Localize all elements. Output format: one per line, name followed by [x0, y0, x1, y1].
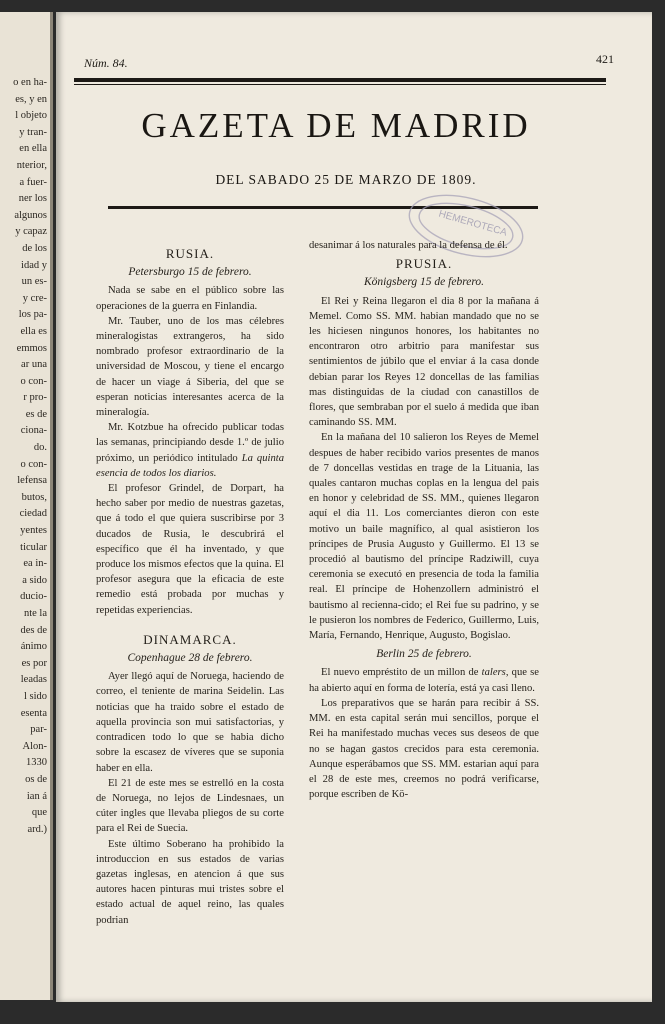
previous-page-line: los pa-	[18, 309, 47, 321]
previous-page-line: do.	[33, 442, 47, 454]
previous-page-edge	[0, 12, 53, 1000]
previous-page-line: ducio-	[20, 591, 47, 603]
previous-page-line: ella es	[20, 325, 47, 337]
previous-page-line: nte la	[23, 608, 47, 619]
dateline-konigsberg: Königsberg 15 de febrero.	[363, 276, 485, 289]
previous-page-line: ner los	[18, 193, 47, 205]
stamp-text: HEMEROTECA	[437, 208, 509, 239]
section-heading-rusia: RUSIA.	[165, 246, 215, 261]
newspaper-page	[56, 12, 652, 1002]
previous-page-line: ciona-	[20, 425, 47, 437]
currency-term: talers	[481, 667, 506, 679]
previous-page-text	[0, 75, 50, 838]
previous-page-line: ciedad	[19, 508, 47, 520]
paragraph	[96, 420, 284, 481]
previous-page-line: par-	[30, 724, 47, 736]
previous-page-line: ard.)	[27, 823, 47, 835]
paragraph: Los preparativos que se harán para recibir á SS. MM. en esta capital serán mui sencillos, porque el Rei ha manifestado muchas veces sus deseos de que no se hagan gastos crecidos para esta ceremonia. Aunque esperábamos que SS. MM. estarian aquí para el 28 de este mes, creemos no podrá verificarse, porque escriben de Kö-	[309, 697, 539, 801]
previous-page-line: es de	[25, 408, 47, 420]
top-rule	[74, 78, 606, 82]
periodical-title: La quinta esencia de todos los diarios.	[96, 452, 284, 479]
previous-page-line: y tran-	[19, 126, 47, 138]
previous-page-line: ian á	[26, 790, 47, 802]
section-heading-dinamarca: DINAMARCA.	[143, 631, 237, 647]
issue-number: Núm. 84.	[84, 56, 128, 70]
paragraph: El profesor Grindel, de Dorpart, ha hecho saber por medio de nuestras gazetas, que á todo el que quiera suscribirse por 3 ducados de Rusia, le descubrirá el específico que él ha inventado, y que produce los mismos efectos que la quina. El profesor asegura que la eficacia de este remedio está probada por muchas y repetidas experiencias.	[96, 483, 284, 616]
previous-page-line: Alon-	[22, 740, 47, 752]
page-number: 421	[596, 52, 614, 66]
previous-page-line: o con-	[20, 458, 47, 470]
paragraph: Ayer llegó aquí de Noruega, haciendo de correo, el teniente de marina Seidelin. Las noticias que ha traido sobre el estado de aquella provincia son mui satisfactorias, y contradicen todo lo que se habia dicho sobre la escasez de víveres que se suponia haber en ella.	[96, 671, 284, 774]
previous-page-line: es, y en	[15, 93, 47, 105]
paragraph-text: , que se ha abierto aquí en forma de lotería, está ya casi lleno.	[309, 667, 539, 694]
previous-page-line: algunos	[14, 209, 47, 221]
previous-page-line: o con-	[20, 375, 47, 387]
previous-page-line: nterior,	[16, 159, 47, 171]
paragraph: desanimar á los naturales para la defensa de él.	[309, 240, 508, 251]
paragraph: Mr. Tauber, uno de los mas célebres mineralogistas extrangeros, ha sido nombrado profesor extraordinario de la universidad de Moscou, y tiene el encargo de hacer un viage á Siberia, del que se esperan noticias interesantes acerca de la mineralogía.	[96, 315, 284, 419]
previous-page-line: butos,	[21, 491, 47, 503]
previous-page-line: emmos	[16, 342, 47, 354]
column-right	[309, 238, 539, 802]
previous-page-line: y cre-	[22, 292, 47, 304]
previous-page-line: en ella	[19, 143, 47, 155]
previous-page-line: es por	[21, 657, 47, 669]
dateline-copenhague: Copenhague 28 de febrero.	[127, 652, 253, 665]
previous-page-line: des de	[20, 624, 47, 636]
dateline-petersburgo: Petersburgo 15 de febrero.	[128, 266, 252, 279]
previous-page-line: 1330	[26, 757, 47, 769]
previous-page-line: ar una	[21, 359, 47, 371]
paragraph: Este último Soberano ha prohibido la introduccion en sus estados de varias gazetas inglesas, en atencion á que sus autores hacen pinturas mui tristes sobre el estado actual de aquel reino, las quales podrian	[96, 838, 284, 926]
previous-page-line: l sido	[23, 690, 47, 702]
top-rule-thin	[74, 84, 606, 85]
masthead-rule	[108, 206, 538, 209]
previous-page-line: a sido	[22, 574, 47, 586]
previous-page-line: y capaz	[15, 226, 47, 238]
section-heading-prusia: PRUSIA.	[395, 256, 453, 272]
paragraph: El 21 de este mes se estrelló en la costa de Noruega, no lejos de Lindesnaes, un cúter ingles que llevaba pliegos de su corte para el Rei de Suecia.	[96, 777, 284, 835]
dateline-berlin: Berlin 25 de febrero.	[376, 648, 472, 661]
previous-page-line: un es-	[21, 276, 47, 288]
masthead-title: GAZETA DE MADRID	[141, 106, 531, 145]
previous-page-line: o en ha-	[13, 77, 47, 88]
previous-page-line: ánimo	[20, 641, 47, 653]
previous-page-line: a fuer-	[19, 176, 47, 188]
dateline: DEL SABADO 25 DE MARZO DE 1809.	[215, 172, 477, 187]
previous-page-line: r pro-	[23, 392, 47, 404]
previous-page-line: lefensa	[17, 475, 47, 487]
paragraph-text: Mr. Kotzbue ha ofrecido publicar todas las semanas, principiando desde 1.º de julio próximo, un periódico intitulado	[96, 422, 284, 464]
previous-page-line: leadas	[20, 674, 47, 686]
column-left	[96, 238, 284, 928]
previous-page-line: que	[31, 807, 47, 819]
previous-page-line: l objeto	[15, 110, 47, 122]
previous-page-line: yentes	[20, 525, 47, 537]
previous-page-line: os de	[25, 773, 47, 785]
paragraph-text: El nuevo empréstito de un millon de	[321, 667, 482, 679]
paragraph: El Rei y Reina llegaron el dia 8 por la mañana á Memel. Como SS. MM. habian mandado que no se les hiciesen ningunos honores, los habitantes no encontraron otro arbitrio para manifestar sus sentimientos de júbilo que el enviar á la casa donde debian parar los Reyes 12 doncellas de las familias mas distinguidas de la ciudad con canastillos de flores, que sembraban por el suelo á medida que iban caminando SS. MM.	[309, 295, 539, 429]
paragraph: Nada se sabe en el público sobre las operaciones de la guerra en Finlandia.	[96, 285, 284, 312]
paragraph: En la mañana del 10 salieron los Reyes de Memel despues de haber recibido varios presentes de manos de 7 doncellas vestidas en trage de la Lituania, las quales cantaron muchas coplas en la lengua del pais en honor y celebridad de SS. MM., quienes llegaron aquí el dia 11. Los comerciantes dieron con este motivo un baile magnífico, al qual asistieron los príncipes de Prusia Augusto y Guillermo. El 13 se procedió al bautismo del príncipe Radziwill, cuya ceremonia se executó en presencia de toda la familia real. El príncipe de Hohenzollern administró el bautismo al recienna-cido; el Rei fue su padrino, y se le pusieron los nombres de Federico, Guillermo, Luis, María, Fernando, Henrique, Augusto, Bogislao.	[309, 432, 539, 642]
previous-page-line: ea in-	[23, 558, 47, 570]
paragraph	[309, 665, 539, 695]
previous-page-line: idad y	[21, 259, 47, 271]
previous-page-line: esenta	[20, 707, 47, 719]
previous-page-line: ticular	[20, 541, 47, 553]
previous-page-line: de los	[22, 242, 47, 254]
